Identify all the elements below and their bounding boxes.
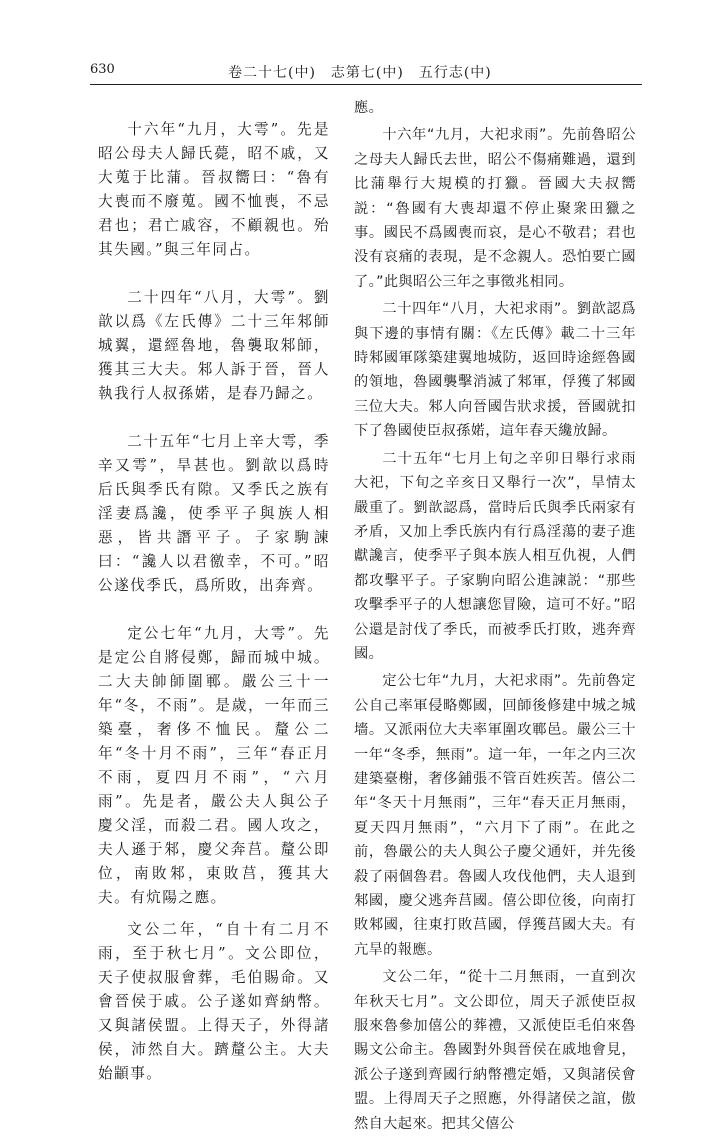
classical-text-column [98,118,330,1110]
paragraph: 二十四年“八月，大雩”。劉歆以爲《左氏傳》二十三年邾師城翼，還經魯地，魯襲取邾師，獲其三大夫。邾人訴于晉，晉人執我行人叔孫婼，是春乃歸之。 [98,289,330,402]
running-title: 卷二十七(中) 志第七(中) 五行志(中) [228,65,492,81]
page-header [90,62,640,86]
paragraph: 十六年“九月，大雩”。先是昭公母夫人歸氏薨，昭不戚，又大蒐于比蒲。晉叔嚮曰：“魯有大喪而不廢蒐。國不恤喪，不忌君也；君亡戚容，不顧親也。殆其失國。”與三年同占。 [98,121,330,258]
paragraph: 二十四年“八月，大祀求雨”。劉歆認爲與下邊的事情有關：《左氏傳》載二十三年時邾國軍隊築建翼地城防，返回時途經魯國的領地，魯國襲擊消滅了邾軍，俘獲了邾國三位大夫。邾人向晉國告狀求援，晉國就扣下了魯國使臣叔孫婼，這年春天纔放歸。 [354,301,636,440]
paragraph-continuation: 應。 [354,100,384,116]
header-rule [90,84,642,85]
page-number: 630 [90,62,115,77]
paragraph: 十六年“九月，大祀求雨”。先前魯昭公之母夫人歸氏去世，昭公不傷痛難過，還到比蒲舉行大規模的打獵。晉國大夫叔嚮説：“魯國有大喪却還不停止聚衆田獵之事。國民不爲國喪而哀，是心不敬君；君也没有哀痛的表現，是不念親人。恐怕要亡國了。”此與昭公三年之事徵兆相同。 [354,127,636,290]
paragraph: 文公二年，“從十二月無雨，一直到次年秋天七月”。文公即位，周天子派使臣叔服來魯參加僖公的葬禮，又派使臣毛伯來魯賜文公命主。魯國對外與晉侯在戚地會見，派公子遂到齊國行納幣禮定婚，又與諸侯會盟。上得周天子之照應，外得諸侯之誼，傲然自大起來。把其父僖公 [354,969,636,1132]
paragraph: 文公二年，“自十有二月不雨，至于秋七月”。文公即位，天子使叔服會葬，毛伯賜命。又會晉侯于戚。公子遂如齊納幣。又與諸侯盟。上得天子，外得諸侯，沛然自大。躋釐公主。大夫始顓事。 [98,921,330,1082]
paragraph: 定公七年“九月，大雩”。先是定公自將侵鄭，歸而城中城。二大夫帥師圍鄆。嚴公三十一年“冬，不雨”。是歲，一年而三築臺，奢侈不恤民。釐公二年“冬十月不雨”，三年“春正月不雨，夏四月不雨”，“六月雨”。先是者，嚴公夫人與公子慶父淫，而殺二君。國人攻之，夫人遜于邾，慶父奔莒。釐公即位，南敗邾，東敗莒，獲其大夫。有炕陽之應。 [98,625,330,906]
translation-column [354,96,636,1139]
paragraph: 二十五年“七月上旬之辛卯日舉行求雨大祀，下旬之辛亥日又舉行一次”，旱情太嚴重了。劉歆認爲，當時后氏與季氏兩家有矛盾，又加上季氏族内有行爲淫蕩的妻子進獻讒言，使季平子與本族人相互仇視，人們都攻擊平子。子家駒向昭公進諫説：“那些攻擊季平子的人想讓您冒險，這可不好。”昭公還是討伐了季氏，而被季氏打敗，逃奔齊國。 [354,450,636,662]
paragraph: 二十五年“七月上辛大雩，季辛又雩”，旱甚也。劉歆以爲時后氏與季氏有隙。又季氏之族有淫妻爲讒，使季平子與族人相惡，皆共譖平子。子家駒諫曰：“讒人以君徼幸，不可。”昭公遂伐季氏，爲所敗，出奔齊。 [98,433,330,594]
paragraph: 定公七年“九月，大祀求雨”。先前魯定公自己率軍侵略鄭國，回師後修建中城之城墻。又派兩位大夫率軍圍攻鄆邑。嚴公三十一年“冬季，無雨”。這一年，一年之内三次建築臺榭，奢侈鋪張不管百姓疾苦。僖公二年“冬天十月無雨”，三年“春天正月無雨，夏天四月無雨”，“六月下了雨”。在此之前，魯嚴公的夫人與公子慶父通奸，并先後殺了兩個魯君。魯國人攻伐他們，夫人退到邾國，慶父逃奔莒國。僖公即位後，向南打敗邾國，往東打敗莒國，俘獲莒國大夫。有亢旱的報應。 [354,673,636,958]
